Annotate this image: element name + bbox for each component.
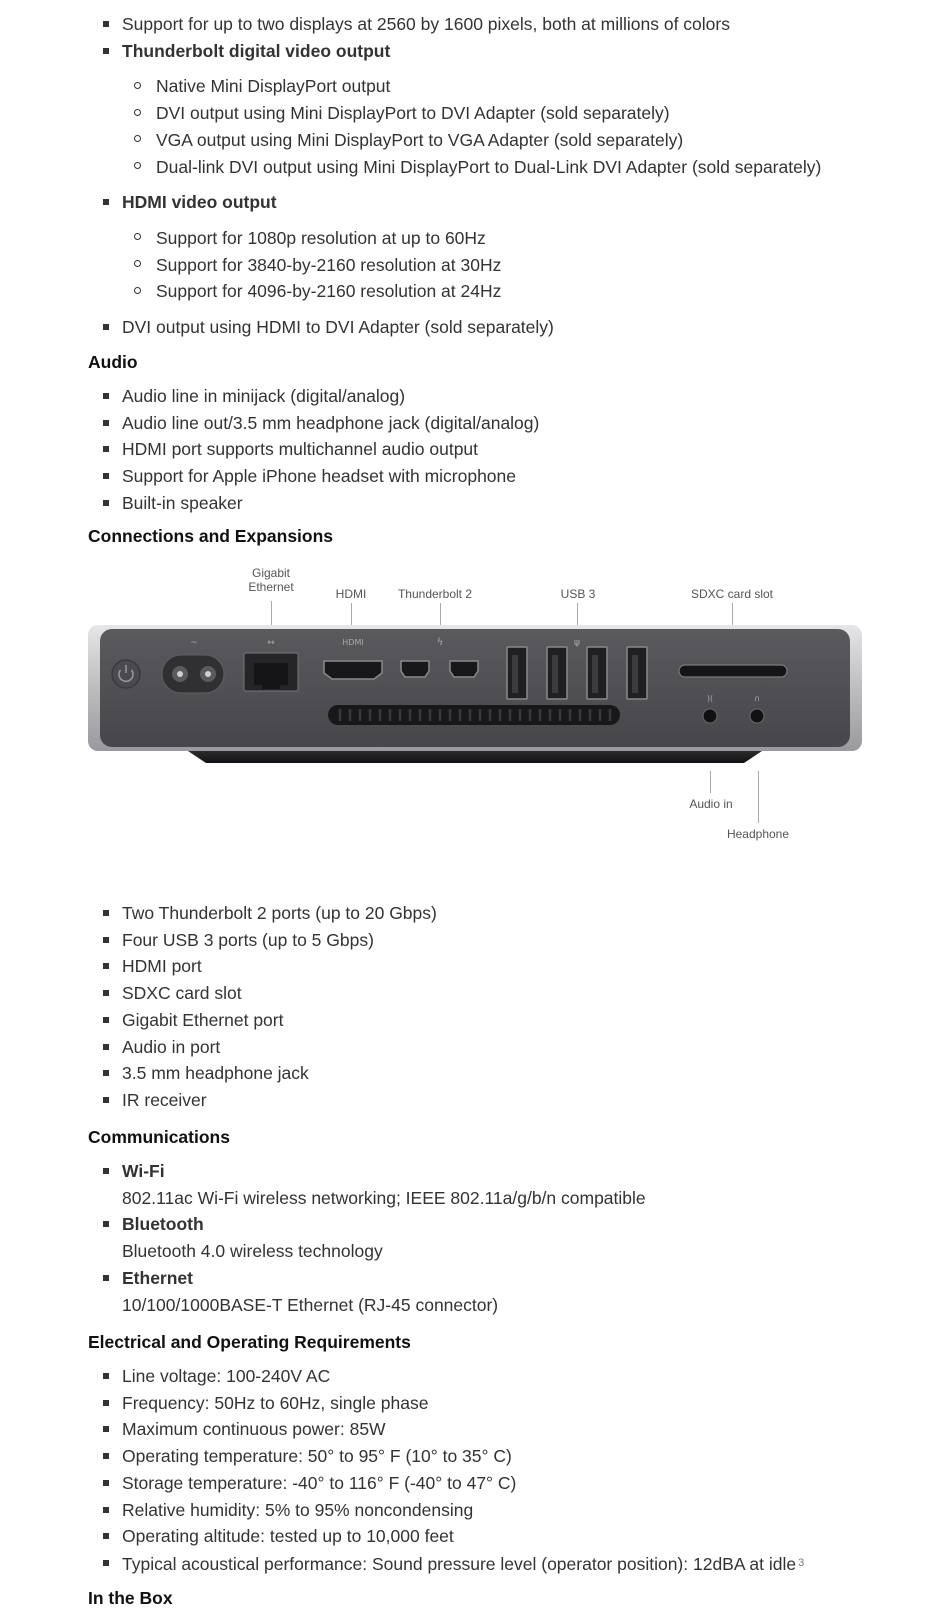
callout-leader	[440, 603, 441, 625]
list-item	[122, 189, 944, 305]
svg-text:ϟ: ϟ	[436, 637, 444, 648]
list-item: Line voltage: 100-240V AC	[122, 1363, 944, 1390]
sdxc-slot-icon	[679, 665, 787, 677]
list-item: Frequency: 50Hz to 60Hz, single phase	[122, 1390, 944, 1417]
list-item: DVI output using HDMI to DVI Adapter (sold separately)	[122, 314, 944, 341]
connections-section	[0, 523, 944, 881]
list-item-title: Wi-Fi	[122, 1161, 165, 1181]
list-item	[122, 1211, 944, 1264]
callout-ethernet: Gigabit Ethernet	[248, 566, 294, 594]
svg-text:)(: )(	[706, 694, 714, 703]
section-heading-communications: Communications	[88, 1127, 230, 1147]
list-item: Audio in port	[122, 1034, 944, 1061]
thunderbolt-sublist	[122, 73, 944, 180]
callout-leader	[732, 603, 733, 625]
list-item	[122, 1158, 944, 1211]
list-item: Two Thunderbolt 2 ports (up to 20 Gbps)	[122, 900, 944, 927]
electrical-section	[0, 1329, 944, 1578]
svg-text:∩: ∩	[754, 694, 760, 703]
section-heading-in-the-box: In the Box	[88, 1588, 173, 1608]
list-item-text: Typical acoustical performance: Sound pressure level (operator position): 12dBA at idle	[122, 1553, 797, 1574]
list-item: Support for up to two displays at 2560 by 1600 pixels, both at millions of colors	[122, 11, 944, 38]
sublist-item: DVI output using Mini DisplayPort to DVI Adapter (sold separately)	[156, 100, 944, 127]
sublist-item: VGA output using Mini DisplayPort to VGA Adapter (sold separately)	[156, 127, 944, 154]
callout-headphone: Headphone	[726, 827, 790, 841]
list-item: Support for Apple iPhone headset with microphone	[122, 463, 944, 490]
callout-audio-in: Audio in	[689, 797, 733, 811]
list-item	[122, 1265, 944, 1318]
list-item: Storage temperature: -40° to 116° F (-40° to 47° C)	[122, 1470, 944, 1497]
hdmi-sublist	[122, 225, 944, 305]
list-item-title: Bluetooth	[122, 1214, 204, 1235]
list-item: Operating altitude: tested up to 10,000 feet	[122, 1523, 944, 1550]
list-item: Built-in speaker	[122, 490, 944, 517]
list-item-detail: 10/100/1000BASE-T Ethernet (RJ-45 connector)	[122, 1294, 499, 1315]
sublist-item: Dual-link DVI output using Mini DisplayPort to Dual-Link DVI Adapter (sold separately)	[156, 154, 944, 181]
list-item-title: Thunderbolt digital video output	[122, 40, 391, 61]
electrical-list	[0, 1363, 944, 1578]
audio-section	[0, 349, 944, 517]
list-item: HDMI port	[122, 953, 944, 980]
mac-mini-rear-ports-diagram	[88, 561, 862, 859]
list-item: Relative humidity: 5% to 95% noncondensing	[122, 1497, 944, 1524]
list-item: HDMI port supports multichannel audio output	[122, 436, 944, 463]
communications-list	[0, 1158, 944, 1318]
list-item-title: Ethernet	[122, 1267, 193, 1288]
section-heading-connections: Connections and Expansions	[88, 526, 334, 546]
list-item: Audio line out/3.5 mm headphone jack (digital/analog)	[122, 410, 944, 437]
list-item: Gigabit Ethernet port	[122, 1007, 944, 1034]
svg-text:~: ~	[190, 638, 198, 648]
connections-list	[0, 900, 944, 1114]
callout-sdxc: SDXC card slot	[690, 587, 774, 601]
video-support-list	[0, 11, 944, 341]
section-heading-audio: Audio	[88, 352, 138, 372]
callout-leader	[758, 771, 759, 823]
list-item	[122, 38, 944, 181]
svg-text:ψ: ψ	[574, 638, 580, 648]
list-item-title: HDMI video output	[122, 192, 277, 213]
callout-usb: USB 3	[560, 587, 596, 601]
sublist-item: Native Mini DisplayPort output	[156, 73, 944, 100]
list-item: 3.5 mm headphone jack	[122, 1060, 944, 1087]
list-item: Maximum continuous power: 85W	[122, 1416, 944, 1443]
list-item: IR receiver	[122, 1087, 944, 1114]
svg-text:↔: ↔	[267, 638, 275, 648]
list-item-detail: 802.11ac Wi-Fi wireless networking; IEEE 802.11a/g/b/n compatible	[122, 1187, 646, 1208]
callout-leader	[577, 603, 578, 625]
list-item: Four USB 3 ports (up to 5 Gbps)	[122, 927, 944, 954]
callout-leader	[271, 601, 272, 625]
audio-list	[0, 383, 944, 517]
footnote-mark[interactable]: 3	[798, 1556, 805, 1569]
section-heading-electrical: Electrical and Operating Requirements	[88, 1332, 411, 1352]
callout-leader	[710, 771, 711, 793]
power-button-icon	[112, 660, 140, 688]
sublist-item: Support for 1080p resolution at up to 60Hz	[156, 225, 944, 252]
list-item	[122, 1550, 944, 1578]
callout-hdmi: HDMI	[335, 587, 367, 601]
hdmi-port-marking: HDMI	[342, 638, 364, 647]
list-item-detail: Bluetooth 4.0 wireless technology	[122, 1241, 383, 1262]
callout-thunderbolt: Thunderbolt 2	[397, 587, 473, 601]
list-item: SDXC card slot	[122, 980, 944, 1007]
sublist-item: Support for 4096-by-2160 resolution at 24Hz	[156, 278, 944, 305]
communications-section	[0, 1124, 944, 1318]
list-item: Audio line in minijack (digital/analog)	[122, 383, 944, 410]
callout-leader	[351, 603, 352, 625]
vent-grille	[328, 705, 620, 725]
sublist-item: Support for 3840-by-2160 resolution at 30Hz	[156, 252, 944, 279]
mac-mini-rear-image	[88, 625, 862, 855]
list-item: Operating temperature: 50° to 95° F (10° to 35° C)	[122, 1443, 944, 1470]
